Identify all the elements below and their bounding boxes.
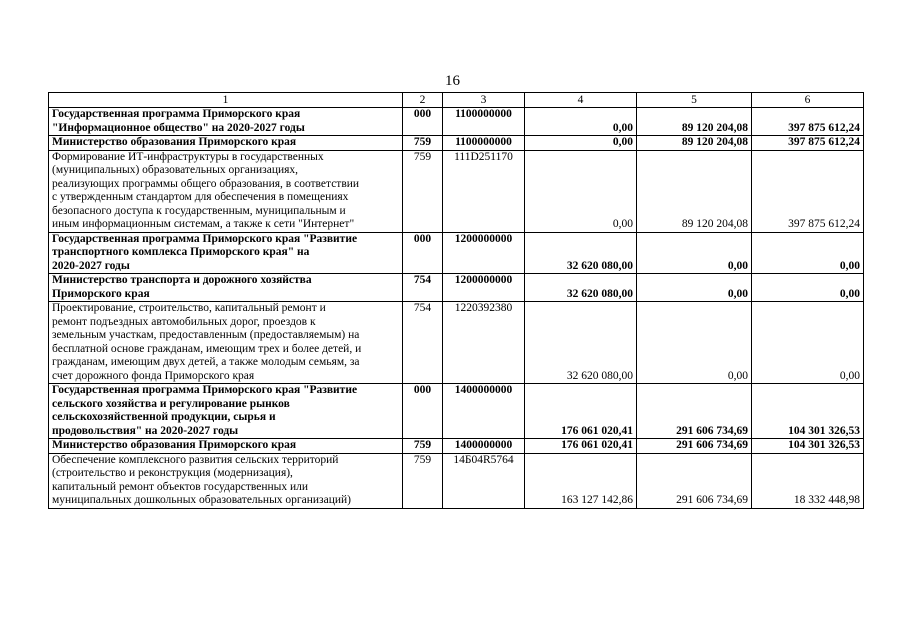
description-line: Приморского края	[52, 287, 150, 300]
table-row	[49, 453, 864, 508]
row-description	[49, 150, 403, 232]
description-line: иным информационным системам, а также к сети "Интернет"	[52, 218, 355, 230]
ministry-code: 754	[403, 302, 443, 384]
column-header: 4	[525, 93, 637, 108]
table-row	[49, 108, 864, 136]
amount-col5: 89 120 204,08	[637, 108, 752, 136]
amount-col5: 291 606 734,69	[637, 384, 752, 439]
amount-col5: 89 120 204,08	[637, 150, 752, 232]
amount-col6: 0,00	[752, 232, 864, 274]
description-line: Государственная программа Приморского края	[52, 108, 301, 120]
amount-col4: 163 127 142,86	[525, 453, 637, 508]
description-line: продовольствия" на 2020-2027 годы	[52, 424, 239, 437]
amount-col6: 104 301 326,53	[752, 439, 864, 454]
description-line: безопасного доступа к государственным, муниципальным и	[52, 204, 346, 217]
row-description	[49, 136, 403, 151]
row-description	[49, 453, 403, 508]
description-line: счет дорожного фонда Приморского края	[52, 369, 255, 382]
program-code: 1400000000	[443, 439, 525, 454]
description-line: Государственная программа Приморского края "Развитие	[52, 384, 358, 396]
amount-col5: 291 606 734,69	[637, 453, 752, 508]
ministry-code: 759	[403, 439, 443, 454]
description-line: сельского хозяйства и регулирование рынков	[52, 397, 290, 410]
amount-col6: 0,00	[752, 274, 864, 302]
program-code: 111D251170	[443, 150, 525, 232]
program-code: 1100000000	[443, 136, 525, 151]
description-line: транспортного комплекса Приморского края" на	[52, 246, 310, 258]
ministry-code: 759	[403, 453, 443, 508]
description-line: капитальный ремонт объектов государственных или	[52, 480, 309, 493]
column-header: 5	[637, 93, 752, 108]
amount-col5: 89 120 204,08	[637, 136, 752, 151]
program-code: 1200000000	[443, 232, 525, 274]
description-line: 2020-2027 годы	[52, 259, 130, 272]
budget-table	[48, 92, 864, 509]
amount-col6: 397 875 612,24	[752, 150, 864, 232]
program-code: 1400000000	[443, 384, 525, 439]
amount-col4: 0,00	[525, 108, 637, 136]
description-line: (муниципальных) образовательных организациях,	[52, 164, 299, 176]
ministry-code: 754	[403, 274, 443, 302]
ministry-code: 759	[403, 136, 443, 151]
description-line: сельскохозяйственной продукции, сырья и	[52, 411, 276, 423]
ministry-code: 000	[403, 108, 443, 136]
row-description	[49, 384, 403, 439]
amount-col4: 0,00	[525, 136, 637, 151]
table-header-row	[49, 93, 864, 108]
description-line: Государственная программа Приморского края "Развитие	[52, 232, 358, 245]
description-line: Министерство образования Приморского края	[52, 136, 297, 148]
amount-col5: 0,00	[637, 232, 752, 274]
description-line: (строительство и реконструкция (модернизация),	[52, 467, 293, 479]
row-description	[49, 439, 403, 454]
description-line: бесплатной основе гражданам, имеющим трех и более детей, и	[52, 342, 362, 355]
row-description	[49, 302, 403, 384]
description-line: с утвержденным стандартом для обеспечения в помещениях	[52, 191, 349, 203]
column-header: 1	[49, 93, 403, 108]
description-line: Обеспечение комплексного развития сельских территорий	[52, 453, 339, 466]
page-number: 16	[445, 73, 460, 89]
column-header: 6	[752, 93, 864, 108]
amount-col4: 176 061 020,41	[525, 439, 637, 454]
program-code: 1100000000	[443, 108, 525, 136]
description-line: земельным участкам, предоставленным (предоставляемым) на	[52, 329, 360, 341]
description-line: Министерство транспорта и дорожного хозяйства	[52, 274, 312, 286]
description-line: ремонт подъездных автомобильных дорог, проездов к	[52, 315, 316, 328]
column-header: 2	[403, 93, 443, 108]
amount-col6: 0,00	[752, 302, 864, 384]
amount-col5: 0,00	[637, 302, 752, 384]
ministry-code: 000	[403, 384, 443, 439]
column-header: 3	[443, 93, 525, 108]
table-row	[49, 384, 864, 439]
program-code: 1200000000	[443, 274, 525, 302]
amount-col4: 176 061 020,41	[525, 384, 637, 439]
ministry-code: 759	[403, 150, 443, 232]
amount-col6: 397 875 612,24	[752, 108, 864, 136]
description-line: Проектирование, строительство, капитальный ремонт и	[52, 302, 326, 314]
amount-col6: 397 875 612,24	[752, 136, 864, 151]
table-row	[49, 150, 864, 232]
table-row	[49, 232, 864, 274]
amount-col6: 104 301 326,53	[752, 384, 864, 439]
program-code: 1220392380	[443, 302, 525, 384]
program-code: 14Б04R5764	[443, 453, 525, 508]
amount-col5: 0,00	[637, 274, 752, 302]
amount-col6: 18 332 448,98	[752, 453, 864, 508]
table-row	[49, 302, 864, 384]
amount-col4: 32 620 080,00	[525, 302, 637, 384]
description-line: муниципальных дошкольных образовательных организаций)	[52, 494, 351, 506]
amount-col4: 32 620 080,00	[525, 232, 637, 274]
row-description	[49, 108, 403, 136]
amount-col5: 291 606 734,69	[637, 439, 752, 454]
description-line: гражданам, имеющим двух детей, а также молодым семьям, за	[52, 356, 360, 368]
row-description	[49, 274, 403, 302]
description-line: Министерство образования Приморского края	[52, 439, 297, 451]
table-row	[49, 439, 864, 454]
description-line: "Информационное общество" на 2020-2027 годы	[52, 121, 305, 134]
description-line: реализующих программы общего образования, в соответствии	[52, 177, 360, 190]
description-line: Формирование ИТ-инфраструктуры в государственных	[52, 150, 324, 163]
table-row	[49, 136, 864, 151]
amount-col4: 0,00	[525, 150, 637, 232]
row-description	[49, 232, 403, 274]
table-row	[49, 274, 864, 302]
ministry-code: 000	[403, 232, 443, 274]
amount-col4: 32 620 080,00	[525, 274, 637, 302]
